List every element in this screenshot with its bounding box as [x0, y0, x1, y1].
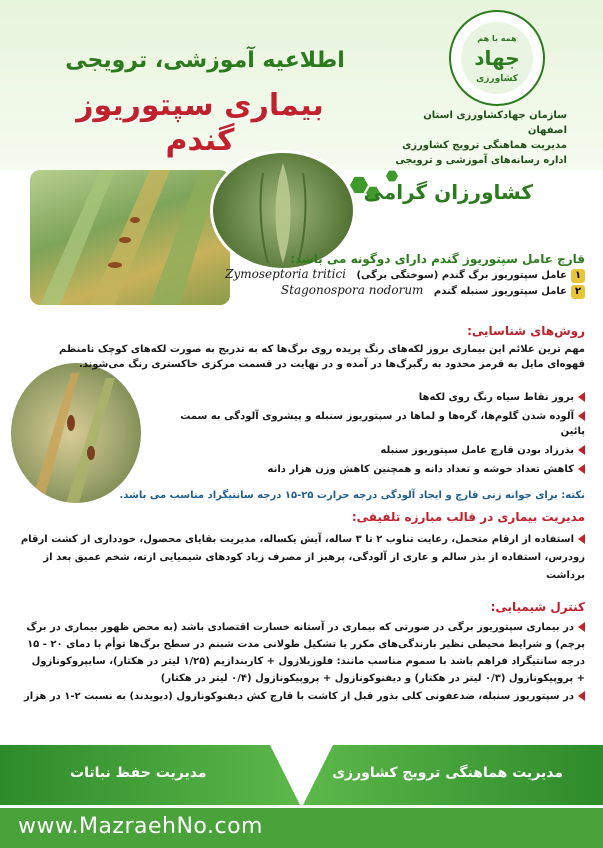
organization-block [387, 108, 567, 168]
wheat-ear-illustration [213, 153, 353, 268]
symptom-item [155, 443, 585, 458]
website-link[interactable]: www.MazraehNo.com [18, 814, 263, 839]
integrated-heading: مدیریت بیماری در قالب مبارزه تلفیقی: [351, 510, 585, 524]
symptoms-paragraph: مهم ترین علائم این بیماری بروز لکه‌های رنگ پریده روی برگ‌ها که به تدریج به صورت لکه‌های کوچک نامنظم قهوه‌ای مایل به قرمز محدود به رگبرگ‌ها در آمده و در نهایت در قسمت مرکزی خاکستری رنگ می‌شوند. [59, 344, 585, 370]
species-label: عامل سپتوریوز سنبله گندم [433, 286, 567, 297]
jahad-logo [449, 10, 545, 106]
symptom-text: کاهش تعداد خوشه و تعداد دانه و همچنین کاهش وزن هزار دانه [267, 464, 574, 475]
greeting-heading: کشاورزان گرامی [363, 180, 533, 204]
title-line-1: اطلاعیه آموزشی، ترویجی [65, 48, 345, 73]
bullet-icon [578, 691, 585, 701]
chemical-section [20, 600, 585, 704]
bullet-icon [578, 411, 585, 421]
bullet-icon [578, 622, 585, 632]
bullet-icon [578, 464, 585, 474]
infected-leaves-illustration [11, 363, 141, 503]
number-badge: ۱ [571, 269, 585, 283]
symptoms-section [145, 324, 585, 339]
number-badge: ۲ [571, 285, 585, 299]
symptom-item [155, 409, 585, 439]
symptom-text: بذرزاد بودن قارچ عامل سپتوریوز سنبله [380, 445, 574, 456]
symptom-item [155, 390, 585, 405]
logo-top-text: همه با هم [477, 34, 517, 43]
chemical-item [20, 619, 585, 687]
note-text: نکته: برای جوانه زنی قارچ و ایجاد آلودگی درجه حرارت ۲۵-۱۵ درجه سانتیگراد مناسب می باشد. [119, 490, 585, 501]
species-latin: Stagonospora nodorum [280, 283, 424, 297]
footer-left-label: مدیریت حفظ نباتات [70, 765, 207, 781]
org-line-2: مدیریت هماهنگی ترویج کشاورزی [402, 140, 567, 151]
species-section [20, 252, 585, 299]
bullet-icon [578, 534, 585, 544]
symptoms-heading: روش‌های شناسایی: [467, 324, 585, 338]
symptom-text: بروز نقاط سیاه رنگ روی لکه‌ها [418, 392, 574, 403]
infected-leaves-photo [8, 360, 144, 506]
symptom-item [155, 462, 585, 477]
integrated-text: استفاده از ارقام متحمل، رعایت تناوب ۲ تا ۳ ساله، آیش یکساله، مدیریت بقایای محصول، خودداری از کشت ارقام زودرس، استفاده از بذر سالم و عاری از آلودگی، پرهیز از مصرف زیاد کودهای شیمیایی ازته، شخم عمیق بعد از برداشت [20, 534, 585, 581]
integrated-item [20, 531, 585, 585]
species-latin: Zymoseptoria tritici [225, 267, 347, 281]
chemical-item [20, 689, 585, 704]
symptom-text: آلوده شدن گلوم‌ها، گره‌ها و لماها در سپتوریوز سنبله و پیشروی آلودگی به سمت پائین [180, 411, 585, 437]
logo-sub-text: کشاورزی [476, 74, 518, 84]
chemical-text-1: در بیماری سپتوریوز برگی در صورتی که بیماری در آستانه خسارت اقتصادی باشد (به محض ظهور بیماری در برگ پرچم) و شرایط محیطی نظیر بارندگی‌های مکرر یا تشکیل طولانی مدت شبنم در سطح برگ‌ها توأم با دمای ۲۰ - ۱۵ درجه سانتیگراد فراهم باشد با سموم مناسب مانند: فلوزیلازول + کاربندازیم (۱/۲۵ لیتر در هکتار)، سایپروکونازول + پروپیکونازول (۰/۳ لیتر در هکتار) و دیفنوکونازول + پروپیکونازول (۰/۴ لیتر در هکتار) [26, 622, 585, 684]
org-line-1: سازمان جهادکشاورزی استان اصفهان [423, 110, 567, 136]
org-line-3: اداره رسانه‌های آموزشی و ترویجی [395, 155, 567, 166]
chemical-heading: کنترل شیمیایی: [490, 600, 585, 614]
species-item [20, 283, 585, 299]
intro-text: قارچ عامل سپتوریوز گندم دارای دوگونه می باشد: [290, 252, 585, 266]
species-label: عامل سپتوریوز برگ گندم (سوختگی برگی) [356, 270, 567, 281]
symptoms-list [155, 390, 585, 477]
footer-right-label: مدیریت هماهنگی ترویج کشاورزی [332, 765, 563, 781]
logo-main-word: جهاد [474, 46, 520, 70]
integrated-section [20, 510, 585, 585]
bullet-icon [578, 392, 585, 402]
bullet-icon [578, 445, 585, 455]
species-item [20, 267, 585, 283]
chemical-text-2: در سپتوریوز سنبله، ضدعفونی کلی بذور قبل از کاشت با قارچ کش دیفنوکونازول (دیویدند) به نسبت ۲-۱ در هزار [24, 691, 574, 702]
title-line-2: بیماری سپتوریوز گندم [76, 88, 324, 158]
